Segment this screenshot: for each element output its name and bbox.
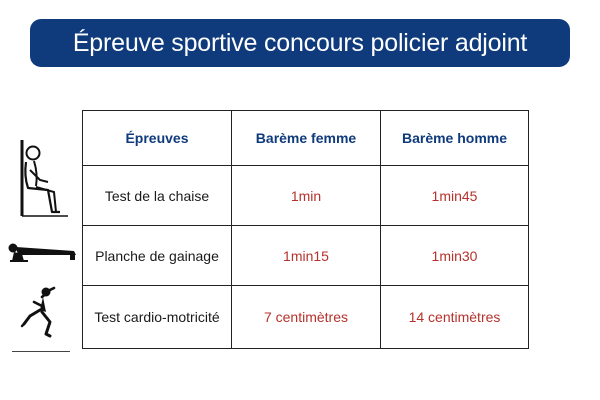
header-bareme-femme: Barème femme [232, 111, 381, 166]
femme-value: 1min15 [232, 226, 381, 286]
page-title: Épreuve sportive concours policier adjoint [72, 28, 528, 57]
homme-value: 1min45 [381, 166, 529, 226]
header-epreuves: Épreuves [83, 111, 232, 166]
table-row [83, 226, 529, 286]
table-row [83, 166, 529, 226]
baseline-divider [12, 351, 70, 352]
table-header-row [83, 111, 529, 166]
test-name: Planche de gainage [83, 226, 232, 286]
wall-sit-icon [14, 140, 70, 218]
header-bareme-homme: Barème homme [381, 111, 529, 166]
lunge-icon [20, 286, 60, 340]
scoring-table [82, 110, 529, 349]
test-name: Test cardio-motricité [83, 286, 232, 349]
test-name: Test de la chaise [83, 166, 232, 226]
homme-value: 1min30 [381, 226, 529, 286]
table-row [83, 286, 529, 349]
femme-value: 7 centimètres [232, 286, 381, 349]
homme-value: 14 centimètres [381, 286, 529, 349]
title-banner [30, 19, 570, 67]
femme-value: 1min [232, 166, 381, 226]
plank-icon [4, 242, 78, 264]
